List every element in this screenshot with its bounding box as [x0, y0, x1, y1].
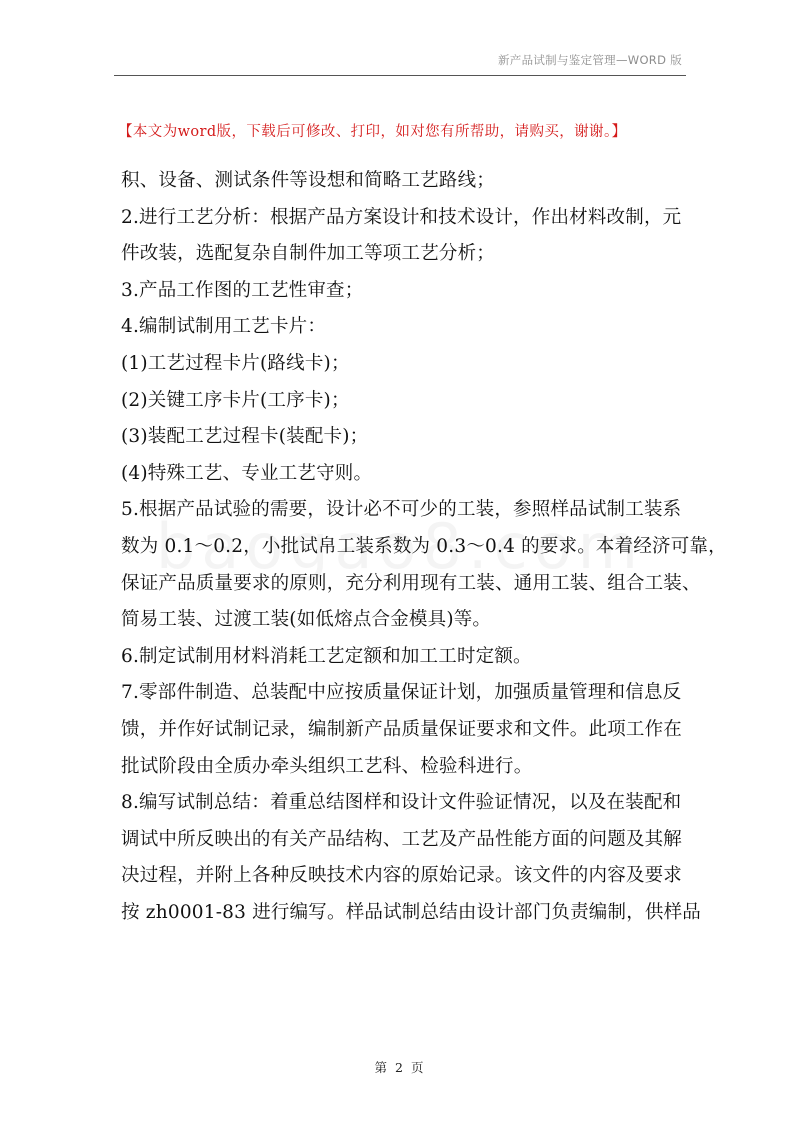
body-line: 积、设备、测试条件等设想和简略工艺路线；	[121, 170, 496, 191]
page-number: 第 2 页	[374, 1060, 426, 1075]
body-line: 8.编写试制总结：着重总结图样和设计文件验证情况，以及在装配和	[121, 792, 682, 814]
body-line: 保证产品质量要求的原则，充分利用现有工装、通用工装、组合工装、	[121, 572, 701, 594]
body-line: 简易工装、过渡工装(如低熔点合金模具)等。	[121, 609, 492, 631]
header-divider	[114, 75, 686, 76]
body-line: (1)工艺过程卡片(路线卡)；	[121, 352, 350, 374]
body-line: 调试中所反映出的有关产品结构、工艺及产品性能方面的问题及其解	[121, 828, 683, 850]
body-line: 6.制定试制用材料消耗工艺定额和加工工时定额。	[121, 645, 532, 667]
body-line: (4)特殊工艺、专业工艺守则。	[121, 462, 373, 484]
body-line: 决过程，并附上各种反映技术内容的原始记录。该文件的内容及要求	[121, 865, 683, 887]
body-line: 4.编制试制用工艺卡片：	[121, 316, 327, 338]
body-line: 3.产品工作图的工艺性审查；	[121, 279, 364, 301]
body-line: 批试阶段由全质办牵头组织工艺科、检验科进行。	[121, 755, 533, 777]
body-line: 7.零部件制造、总装配中应按质量保证计划，加强质量管理和信息反	[121, 682, 682, 704]
download-notice: 【本文为word版，下载后可修改、打印，如对您有所帮助，请购买，谢谢。】	[118, 124, 627, 140]
body-line: 数为 0.1～0.2，小批试帛工装系数为 0.3～0.4 的要求。本着经济可靠，	[121, 535, 727, 557]
body-line: (3)装配工艺过程卡(装配卡)；	[121, 426, 369, 448]
body-line: 5.根据产品试验的需要，设计必不可少的工装，参照样品试制工装系	[121, 499, 682, 521]
body-line: 件改装，选配复杂自制件加工等项工艺分析；	[121, 243, 496, 265]
running-header: 新产品试制与鉴定管理—WORD 版	[497, 53, 682, 67]
body-line: 2.进行工艺分析：根据产品方案设计和技术设计，作出材料改制，元	[121, 206, 682, 228]
body-line: (2)关键工序卡片(工序卡)；	[121, 389, 350, 411]
document-body	[121, 163, 727, 931]
body-line: 馈，并作好试制记录，编制新产品质量保证要求和文件。此项工作在	[121, 718, 683, 740]
body-line: 按 zh0001-83 进行编写。样品试制总结由设计部门负责编制，供样品	[121, 901, 701, 923]
